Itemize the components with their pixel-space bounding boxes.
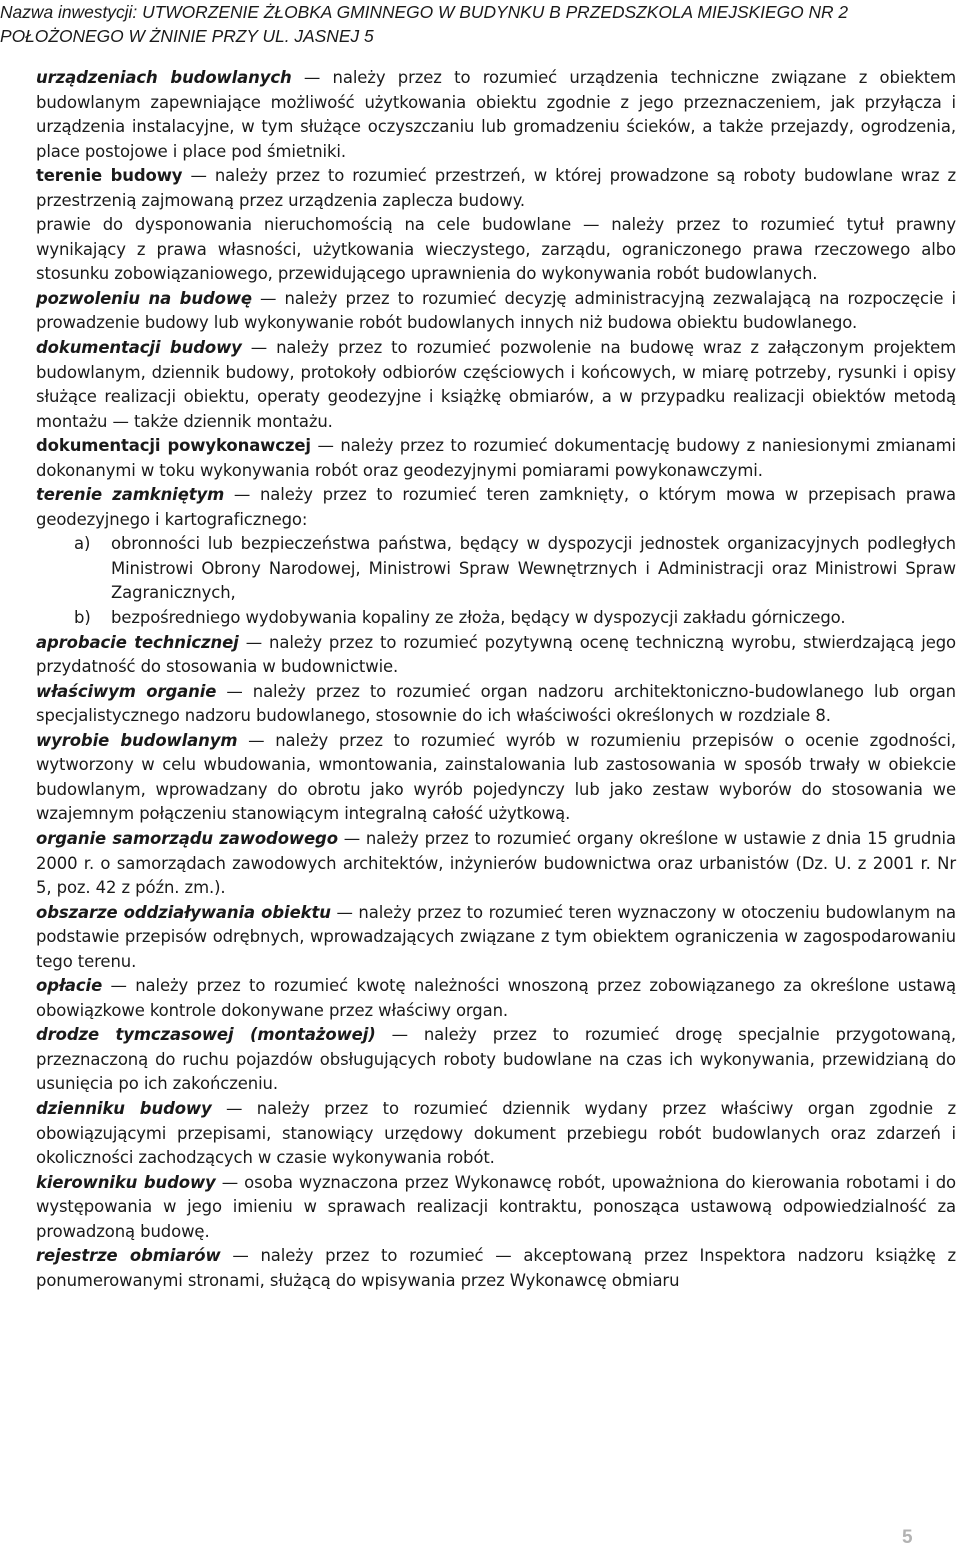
definition-term: kierowniku budowy bbox=[36, 1172, 216, 1192]
definition-text: prawie do dysponowania nieruchomością na cele budowlane — należy przez to rozumieć tytuł prawny wynikający z prawa własności, użytkowania wieczystego, zarządu, ograniczonego prawa rzeczowego albo stosunku zobowiązaniowego, przewidującego uprawnienia do wykonywania robót budowlanych. bbox=[36, 215, 956, 284]
definition bbox=[36, 901, 956, 975]
definition-term: opłacie bbox=[36, 976, 103, 996]
definition-text: — osoba wyznaczona przez Wykonawcę robót, upoważniona do kierowania robotami i do występowania w jego imieniu w sprawach realizacji kontraktu, ponosząca ustawową odpowiedzialność za prowadzoną budowę. bbox=[36, 1172, 956, 1241]
header-line-1: Nazwa inwestycji: UTWORZENIE ŻŁOBKA GMINNEGO W BUDYNKU B PRZEDSZKOLA MIEJSKIEGO NR 2 bbox=[0, 2, 849, 22]
definition-text: — należy przez to rozumieć pozwolenie na budowę wraz z załączonym projektem budowlanym, dziennik budowy, protokoły odbiorów częściowych i końcowych, w miarę potrzeby, rysunki i opisy służące realizacji obiektu, operaty geodezyjne i książkę obmiarów, a w przypadku realizacji obiektów metodą montażu — także dziennik montażu. bbox=[36, 338, 956, 431]
definition bbox=[36, 213, 956, 287]
definition-term: dzienniku budowy bbox=[36, 1098, 212, 1118]
definition bbox=[36, 1171, 956, 1245]
definition bbox=[36, 434, 956, 483]
definition-term: rejestrze obmiarów bbox=[36, 1246, 221, 1266]
definition-term: wyrobie budowlanym bbox=[36, 730, 238, 750]
definition bbox=[36, 287, 956, 336]
definition-text: — należy przez to rozumieć dziennik wydany przez właściwy organ zgodnie z obowiązującymi przepisami, stanowiący urzędowy dokument przebiegu robót budowlanych oraz zdarzeń i okoliczności zachodzących w czasie wykonywania robót. bbox=[36, 1098, 956, 1168]
list-item-text: bezpośredniego wydobywania kopaliny ze złoża, będący w dyspozycji zakładu górniczego. bbox=[111, 608, 846, 628]
definition-term: dokumentacji powykonawczej bbox=[36, 436, 311, 456]
definition-term: terenie zamkniętym bbox=[36, 485, 225, 505]
definition-text: — należy przez to rozumieć przestrzeń, w której prowadzone są roboty budowlane wraz z przestrzenią zajmowaną przez urządzenia zaplecza budowy. bbox=[36, 166, 956, 210]
definition-text: — należy przez to rozumieć teren wyznaczony w otoczeniu budowlanym na podstawie przepisów odrębnych, wprowadzających związane z tym obiektem ograniczenia w zagospodarowaniu tego terenu. bbox=[36, 902, 956, 971]
definition bbox=[36, 631, 956, 680]
definition-term: organie samorządu zawodowego bbox=[36, 828, 338, 848]
definition bbox=[36, 66, 956, 164]
definition-text: — należy przez to rozumieć teren zamknięty, o którym mowa w przepisach prawa geodezyjnego i kartograficznego: bbox=[36, 485, 956, 529]
definition bbox=[36, 729, 956, 827]
definition bbox=[36, 164, 956, 213]
definition-term: dokumentacji budowy bbox=[36, 338, 242, 358]
definition-text: — należy przez to rozumieć decyzję administracyjną zezwalającą na rozpoczęcie i prowadzenie budowy lub wykonywanie robót budowlanych innych niż budowa obiektu budowlanego. bbox=[36, 288, 957, 333]
definition-text: — należy przez to rozumieć organy określone w ustawie z dnia 15 grudnia 2000 r. o samorządach zawodowych architektów, inżynierów budownictwa oraz urbanistów (Dz. U. z 2001 r. Nr 5, poz. 42 z późn. zm.). bbox=[36, 828, 956, 898]
definition-text: — należy przez to rozumieć drogę specjalnie przygotowaną, przeznaczoną do ruchu pojazdów obsługujących roboty budowlane na czas ich wykonywania, przewidzianą do usunięcia po ich zakończeniu. bbox=[36, 1025, 956, 1094]
definition bbox=[36, 483, 956, 532]
document-header bbox=[0, 0, 960, 48]
definition bbox=[36, 1244, 956, 1293]
definition-term: aprobacie technicznej bbox=[36, 632, 239, 652]
definition bbox=[36, 336, 956, 434]
definition-text: — należy przez to rozumieć dokumentację budowy z naniesionymi zmianami dokonanymi w toku wykonywania robót oraz geodezyjnymi pomiarami powykonawczymi. bbox=[36, 436, 956, 480]
list-item-marker: a) bbox=[74, 534, 91, 554]
list-item bbox=[36, 532, 956, 606]
definition bbox=[36, 1097, 956, 1171]
definition-text: — należy przez to rozumieć pozytywną ocenę techniczną wyrobu, stwierdzającą jego przydatność do stosowania w budownictwie. bbox=[36, 632, 956, 677]
definitions-body bbox=[36, 66, 956, 1293]
definition-text: — należy przez to rozumieć organ nadzoru architektoniczno-budowlanego lub organ specjalistycznego nadzoru budowlanego, stosownie do ich właściwości określonych w rozdziale 8. bbox=[36, 681, 956, 726]
definition-term: obszarze oddziaływania obiektu bbox=[36, 902, 331, 922]
list-item-text: obronności lub bezpieczeństwa państwa, będący w dyspozycji jednostek organizacyjnych podległych Ministrowi Obrony Narodowej, Ministrowi Spraw Wewnętrznych i Administracji oraz Ministrowi Spraw Zagranicznych, bbox=[111, 534, 956, 603]
definition bbox=[36, 827, 956, 901]
definition-term: właściwym organie bbox=[36, 681, 217, 701]
list-item-marker: b) bbox=[74, 608, 91, 628]
definition-text: — należy przez to rozumieć — akceptowaną przez Inspektora nadzoru książkę z ponumerowanymi stronami, służącą do wpisywania przez Wykonawcę obmiaru bbox=[36, 1246, 957, 1290]
definition-text: — należy przez to rozumieć urządzenia techniczne związane z obiektem budowlanym zapewniające możliwość użytkowania obiektu zgodnie z jego przeznaczeniem, jak przyłącza i urządzenia instalacyjne, w tym służące oczyszczaniu lub gromadzeniu ścieków, a także przejazdy, ogrodzenia, place postojowe i place pod śmietniki. bbox=[36, 68, 956, 161]
definition bbox=[36, 680, 956, 729]
header-line-2: POŁOŻONEGO W ŻNINIE PRZY UL. JASNEJ 5 bbox=[0, 26, 374, 46]
definition-term: pozwoleniu na budowę bbox=[36, 288, 252, 308]
list-item bbox=[36, 606, 956, 631]
page-number: 5 bbox=[902, 1527, 913, 1548]
definition-text: — należy przez to rozumieć wyrób w rozumieniu przepisów o ocenie zgodności, wytworzony w celu wbudowania, wmontowania, zainstalowania lub zastosowania w sposób trwały w obiekcie budowlanym, wprowadzany do obrotu jako wyrób pojedynczy lub jako zestaw wyborów do stosowania we wzajemnym połączeniu stanowiącym integralną całość użytkową. bbox=[36, 730, 956, 824]
definition-text: — należy przez to rozumieć kwotę należności wnoszoną przez zobowiązanego za określone ustawą obowiązkowe kontrole dokonywane przez właściwy organ. bbox=[36, 976, 956, 1020]
definition-term: terenie budowy bbox=[36, 166, 183, 186]
definition-term: drodze tymczasowej (montażowej) bbox=[36, 1025, 376, 1045]
definition-term: urządzeniach budowlanych bbox=[36, 68, 292, 87]
definition bbox=[36, 1023, 956, 1097]
definition bbox=[36, 974, 956, 1023]
